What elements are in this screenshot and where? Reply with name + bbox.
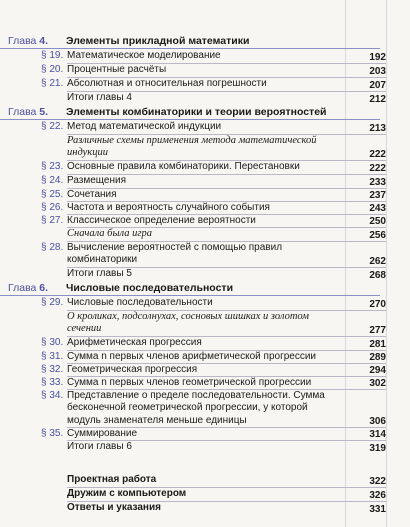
chapter-number: 5. [39,106,49,118]
toc-entry[interactable] [0,121,410,135]
section-number: § 24. [41,175,64,186]
page-number: 256 [369,229,386,241]
page-number: 203 [369,65,386,77]
entry-title: Числовые последовательности [67,297,213,308]
page-number: 281 [369,338,386,350]
page-number: 314 [369,428,386,440]
entry-title: Арифметическая прогрессия [67,337,202,348]
page-number: 213 [369,122,386,134]
chapter-rule [0,48,380,49]
section-number: § 32. [41,364,64,375]
entry-title: Сумма n первых членов арифметической прогрессии [67,351,317,362]
toc-entry[interactable] [0,189,410,202]
section-number: § 30. [41,337,64,348]
toc-entry[interactable] [0,364,410,377]
section-number: § 26. [41,202,64,213]
entry-title: Сочетания [67,189,117,200]
chapter-word: Глава [8,282,37,294]
section-number: § 34. [41,390,64,401]
page-number: 262 [369,255,386,267]
section-number: § 35. [41,428,64,439]
entry-italic-title: О кроликах, подсолнухах, сосновых шишках и золотом сечении [67,311,309,335]
page-number: 294 [369,364,386,376]
appendix-title: Дружим с компьютером [67,488,187,499]
chapter-title: Числовые последовательности [66,282,234,294]
appendix-entry[interactable] [0,502,410,516]
section-number: § 22. [41,121,64,132]
page-number: 289 [369,351,386,363]
page-number: 243 [369,202,386,214]
section-number: § 27. [41,215,64,226]
entry-title: Суммирование [67,428,137,439]
toc-entry[interactable] [0,428,410,441]
chapter-title: Элементы прикладной математики [66,35,250,47]
entry-title: Сумма n первых членов геометрической прогрессии [67,377,312,388]
toc-entry[interactable] [0,50,410,64]
toc-entry[interactable] [0,135,410,161]
page-number: 268 [369,269,386,281]
appendix-entry[interactable] [0,474,410,488]
page-number: 306 [369,415,386,427]
entry-title: Классическое определение вероятности [67,215,256,226]
toc-entry[interactable] [0,390,410,428]
page-number: 207 [369,79,386,91]
entry-title: Математическое моделирование [67,50,221,61]
chapter-rule [0,119,380,120]
section-number: § 21. [41,78,64,89]
page-number: 237 [369,189,386,201]
page-number: 322 [369,475,386,487]
toc-entry[interactable] [0,64,410,78]
toc-entry[interactable] [0,311,410,337]
section-number: § 33. [41,377,64,388]
toc-entry[interactable] [0,377,410,390]
page-number: 233 [369,176,386,188]
entry-title: Метод математической индукции [67,121,222,132]
entry-title: Представление о пределе последовательности. Сумма бесконечной геометрической прогрессии, у которой модуль знаменателя меньше единицы [67,390,325,426]
toc-entry[interactable] [0,351,410,364]
section-number: § 25. [41,189,64,200]
page-number: 222 [369,162,386,174]
chapter-heading[interactable] [0,104,410,121]
toc-entry[interactable] [0,441,410,455]
entry-title: Абсолютная и относительная погрешности [67,78,267,89]
entry-title: Размещения [67,175,127,186]
entry-title: Геометрическая прогрессия [67,364,198,375]
section-number: § 20. [41,64,64,75]
entry-italic-title: Различные схемы применения метода математической индукции [67,135,317,159]
page-number: 319 [369,442,386,454]
page-number: 222 [369,148,386,160]
entry-title: Частота и вероятность случайного события [67,202,270,213]
page-number: 212 [369,93,386,105]
entry-title: Итоги главы 6 [67,441,132,452]
chapter-6 [0,280,410,455]
chapter-number: 4. [39,35,49,47]
chapter-4 [0,33,410,106]
section-number: § 29. [41,297,64,308]
toc-entry[interactable] [0,175,410,189]
toc-entry[interactable] [0,297,410,311]
entry-title: Итоги главы 4 [67,92,132,103]
page-number: 250 [369,215,386,227]
entry-title: Вычисление вероятностей с помощью правил комбинаторики [67,242,283,266]
chapter-5 [0,104,410,282]
section-number: § 28. [41,242,64,253]
toc-entry[interactable] [0,78,410,92]
toc-entry[interactable] [0,215,410,228]
page-number: 277 [369,324,386,336]
appendix-title: Проектная работа [67,474,157,485]
toc-entry[interactable] [0,337,410,351]
page-number: 302 [369,377,386,389]
chapter-title: Элементы комбинаторики и теории вероятностей [66,106,327,118]
section-number: § 19. [41,50,64,61]
toc-entry[interactable] [0,242,410,268]
appendix-title: Ответы и указания [67,502,161,513]
section-number: § 31. [41,351,64,362]
page-number: 326 [369,489,386,501]
page-number: 331 [369,503,386,515]
chapter-word: Глава [8,35,37,47]
toc-entry[interactable] [0,228,410,242]
toc-entry[interactable] [0,161,410,175]
chapter-rule [0,295,380,296]
chapter-heading[interactable] [0,280,410,297]
appendix-list [0,474,410,516]
toc-entry[interactable] [0,202,410,215]
entry-italic-title: Сначала была игра [67,228,152,239]
chapter-word: Глава [8,106,37,118]
entry-title: Основные правила комбинаторики. Перестановки [67,161,300,172]
section-number: § 23. [41,161,64,172]
page-number: 192 [369,51,386,63]
appendix-entry[interactable] [0,488,410,502]
chapter-heading[interactable] [0,33,410,50]
entry-title: Процентные расчёты [67,64,167,75]
entry-title: Итоги главы 5 [67,268,132,279]
page-number: 270 [369,298,386,310]
chapter-number: 6. [39,282,49,294]
